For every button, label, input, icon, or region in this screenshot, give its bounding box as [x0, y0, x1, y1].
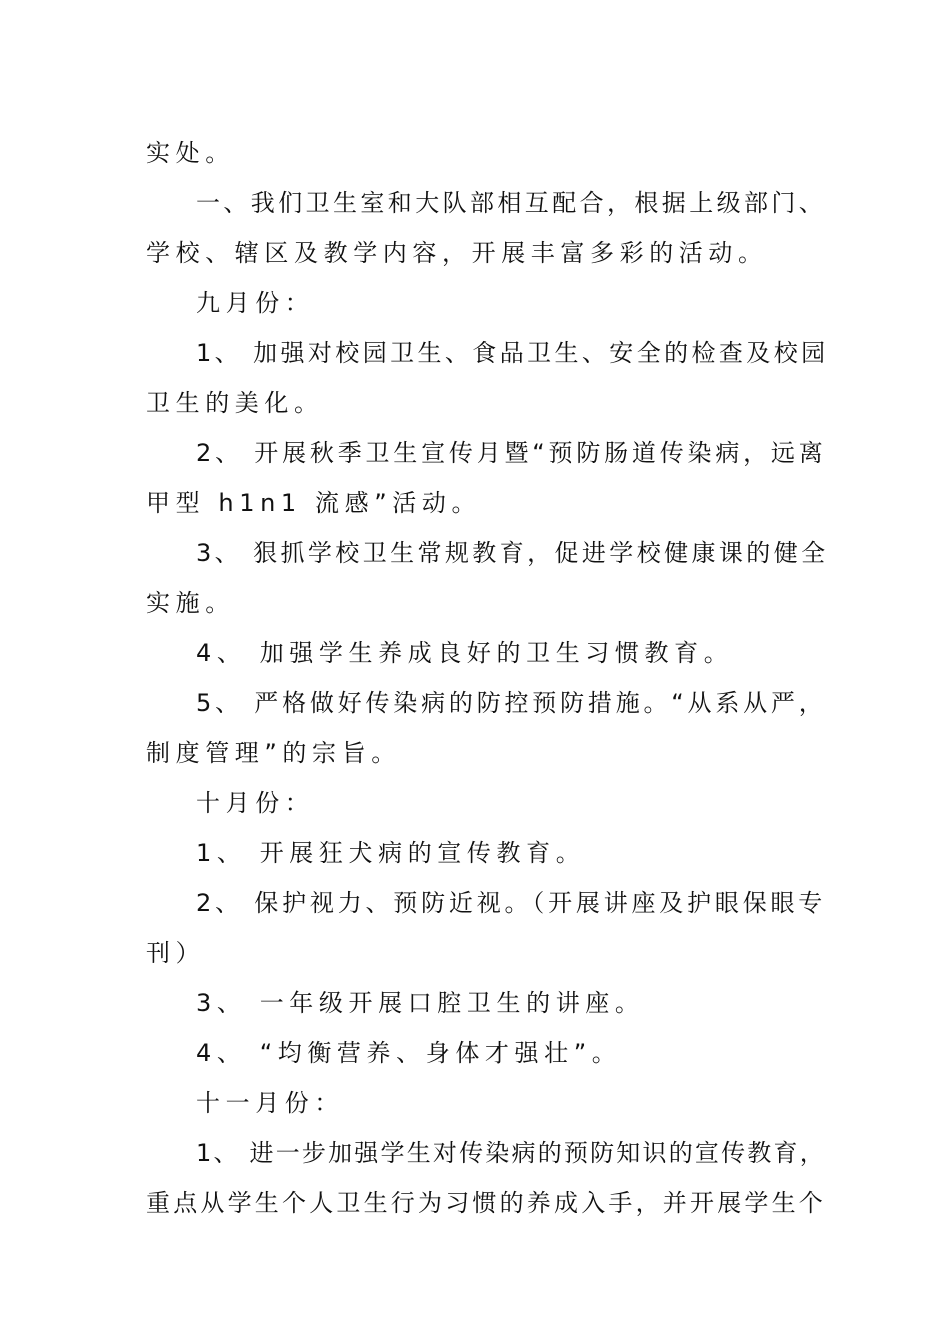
text-line: 5、 严格做好传染病的防控预防措施。“从系从严， — [196, 689, 827, 717]
text-line: 2、 开展秋季卫生宣传月暨“预防肠道传染病，远离 — [196, 439, 827, 467]
text-line: 3、 狠抓学校卫生常规教育，促进学校健康课的健全 — [196, 539, 829, 567]
text-line: 4、 “均衡营养、身体才强壮”。 — [196, 1039, 622, 1067]
section-heading: 十月份： — [196, 789, 315, 817]
text-line: 制度管理”的宗旨。 — [146, 739, 401, 767]
text-line: 1、 加强对校园卫生、食品卫生、安全的检查及校园 — [196, 339, 829, 367]
text-line: 实处。 — [146, 139, 235, 167]
text-line: 2、 保护视力、预防近视。（开展讲座及护眼保眼专 — [196, 889, 827, 917]
text-line: 实施。 — [146, 589, 235, 617]
text-line: 甲型 h1n1 流感”活动。 — [146, 489, 482, 517]
text-line: 一、我们卫生室和大队部相互配合，根据上级部门、 — [196, 189, 827, 217]
text-line: 学校、辖区及教学内容，开展丰富多彩的活动。 — [146, 239, 768, 267]
text-line: 1、 进一步加强学生对传染病的预防知识的宣传教育， — [196, 1139, 826, 1167]
text-line: 刊） — [146, 939, 206, 967]
text-line: 4、 加强学生养成良好的卫生习惯教育。 — [196, 639, 734, 667]
text-line: 重点从学生个人卫生行为习惯的养成入手，并开展学生个 — [146, 1189, 826, 1217]
text-line: 3、 一年级开展口腔卫生的讲座。 — [196, 989, 645, 1017]
section-heading: 十一月份： — [196, 1089, 344, 1117]
text-line: 1、 开展狂犬病的宣传教育。 — [196, 839, 586, 867]
section-heading: 九月份： — [196, 289, 315, 317]
text-line: 卫生的美化。 — [146, 389, 324, 417]
